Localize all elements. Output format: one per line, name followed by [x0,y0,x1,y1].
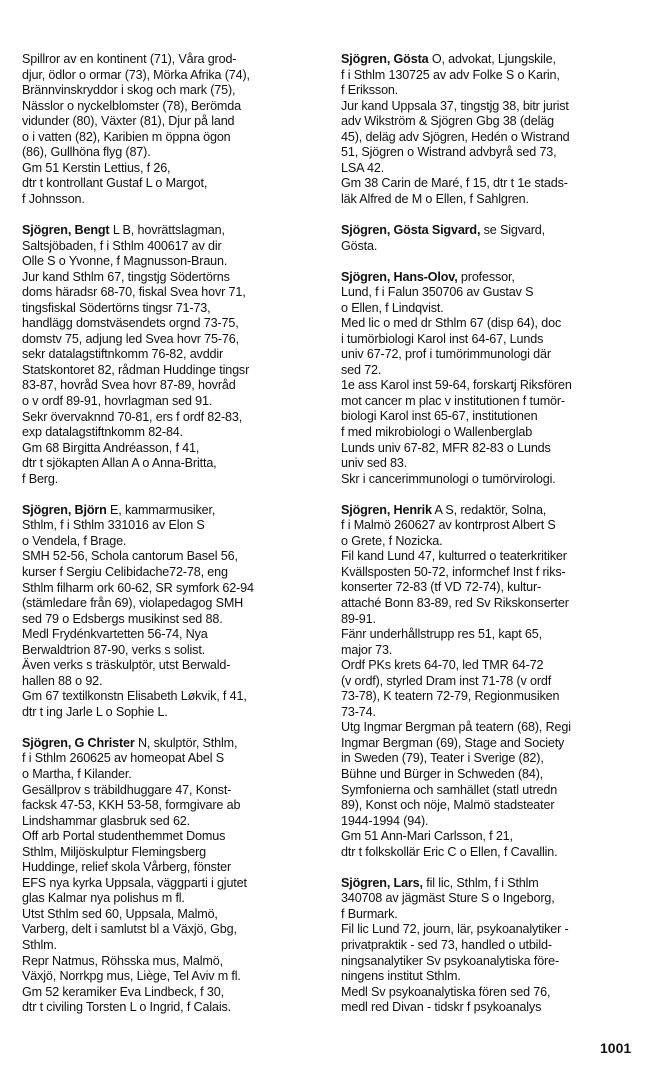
entry-head: A S, redaktör, Solna, [431,502,547,517]
entry-line: ningens institut Sthlm. [341,969,461,984]
entry-name: Sjögren, Gösta Sigvard, [341,222,481,237]
entry-line: 73-78), K teatern 72-79, Regionmusiken [341,689,560,704]
entry-line: Fil lic Lund 72, journ, lär, psykoanalytiker - [341,922,569,937]
entry-line: vidunder (80), Växter (81), Djur på land [22,114,235,129]
entry-line: LSA 42. [341,160,385,175]
entry-line: Lund, f i Falun 350706 av Gustav S [341,285,534,300]
entry-head: N, skulptör, Sthlm, [134,735,238,750]
entry-line: läk Alfred de M o Ellen, f Sahlgren. [341,191,529,206]
entry-line: adv Wikström & Sjögren Gbg 38 (deläg [341,114,554,129]
entry-line: f Johnsson. [22,191,85,206]
entry-line: Med lic o med dr Sthlm 67 (disp 64), doc [341,316,562,331]
entry-name: Sjögren, Bengt [22,222,110,237]
right-column [341,52,641,1031]
entry-line: Kvällsposten 50-72, informchef Inst f riks- [341,564,566,579]
entry-line: Brännvinskryddor i skog och mark (75), [22,83,236,98]
entry-line: Lindshammar glasbruk sed 62. [22,813,191,828]
entry-name: Sjögren, Hans-Olov, [341,269,458,284]
entry-line: dtr t ing Jarle L o Sophie L. [22,704,168,719]
entry-line: djur, ödlor o ormar (73), Mörka Afrika (74), [22,67,250,82]
entry-line: f med mikrobiologi o Wallenberglab [341,425,533,440]
entry-line: (v ordf), styrled Dram inst 71-78 (v ordf [341,673,552,688]
entry-first-line [341,503,641,519]
entry-line: dtr t folkskollär Eric C o Ellen, f Cavallin. [341,844,558,859]
entry-line: Gm 67 textilkonstn Elisabeth Løkvik, f 41, [22,689,247,704]
entry-line: Nässlor o nyckelblomster (78), Berömda [22,98,241,113]
entry-line: Ingmar Bergman (69), Stage and Society [341,735,565,750]
entry-line: Ordf PKs krets 64-70, led TMR 64-72 [341,658,544,673]
entry-head: fil lic, Sthlm, f i Sthlm [422,875,539,890]
entry-line: SMH 52-56, Schola cantorum Basel 56, [22,549,238,564]
entry-name: Sjögren, G Christer [22,735,135,750]
entry-line: hallen 88 o 92. [22,673,103,688]
entry-line: Saltsjöbaden, f i Sthlm 400617 av dir [22,238,222,253]
entry-line: Bühne und Bürger in Schweden (84), [341,767,544,782]
entry-line: sed 72. [341,362,382,377]
entry-name: Sjögren, Björn [22,502,107,517]
entry-line: Skr i cancerimmunologi o tumörvirologi. [341,471,556,486]
entry-line: Varberg, delt i samlutst bl a Växjö, Gbg, [22,922,237,937]
entry-line: attaché Bonn 83-89, red Sv Rikskonserter [341,596,569,610]
entry-line: kurser f Sergiu Celibidache72-78, eng [22,564,228,579]
biography-entry [341,876,641,1016]
entry-line: Växjö, Norrkpg mus, Liège, Tel Aviv m fl. [22,969,241,984]
entry-line: 51, Sjögren o Wistrand advbyrå sed 73, [341,145,557,160]
entry-line: Sekr övervaknnd 70-81, ers f ordf 82-83, [22,409,243,424]
entry-line: ningsanalytiker Sv psykoanalytiska före- [341,953,559,968]
entry-line: Sthlm, Miljöskulptur Flemingsberg [22,844,207,859]
entry-name: Sjögren, Henrik [341,502,432,517]
entry-name: Sjögren, Gösta [341,52,429,66]
entry-line: f Berg. [22,471,59,486]
entry-line: domstv 75, adjung led Svea hovr 75-76, [22,331,239,346]
entry-line: 73-74. [341,704,376,719]
entry-line: mot cancer m plac v institutionen f tumör- [341,393,565,408]
entry-line: Gösta. [341,238,378,253]
entry-line: Utg Ingmar Bergman på teatern (68), Regi [341,720,571,735]
entry-name: Sjögren, Lars, [341,875,423,890]
entry-first-line [341,270,641,286]
entry-line: Symfonierna och samhället (statl utredn [341,782,558,797]
biography-entry [341,270,641,488]
entry-line: Off arb Portal studenthemmet Domus [22,829,226,844]
entry-line: Fil kand Lund 47, kulturred o teaterkritiker [341,549,567,564]
entry-line: (stämledare från 69), violapedagog SMH [22,596,244,611]
entry-line: glas Kalmar nya polishus m fl. [22,891,185,906]
page-number: 1001 [600,1040,632,1056]
entry-line: f i Sthlm 260625 av homeopat Abel S [22,751,224,766]
entry-line: univ sed 83. [341,456,408,471]
entry-line: doms häradsr 68-70, fiskal Svea hovr 71, [22,285,246,300]
entry-line: handlägg domstväsendets orgnd 73-75, [22,316,239,331]
entry-line: o v ordf 89-91, hovrlagman sed 91. [22,393,213,408]
entry-line: Fänr underhållstrupp res 51, kapt 65, [341,627,542,642]
entry-line: Jur kand Sthlm 67, tingstjg Södertörns [22,269,230,284]
entry-line: Berwaldtrion 87-90, verks s solist. [22,642,206,657]
entry-head: professor, [457,269,515,284]
entry-line: o Ellen, f Lindqvist. [341,300,444,315]
entry-first-line [22,736,322,752]
entry-head: se Sigvard, [480,222,546,237]
entry-line: Jur kand Uppsala 37, tingstjg 38, bitr jurist [341,98,569,113]
entry-line: o Grete, f Nozicka. [341,533,443,548]
entry-first-line [22,503,322,519]
biography-entry [341,223,641,254]
entry-line: sekr datalagstiftnkomm 76-82, avddir [22,347,224,362]
biography-entry [341,52,641,207]
entry-line: EFS nya kyrka Uppsala, väggparti i gjutet [22,875,247,890]
entry-line: o i vatten (82), Karibien m öppna ögon [22,129,231,144]
entry-line: Sthlm. [22,938,57,953]
entry-line: f i Malmö 260627 av kontrprost Albert S [341,518,556,533]
entry-head: O, advokat, Ljungskile, [428,52,556,66]
biography-entry [22,223,322,487]
entry-line: dtr t kontrollant Gustaf L o Margot, [22,176,208,191]
entry-line: 89-91. [341,611,376,626]
entry-line: 1e ass Karol inst 59-64, forskartj Riksfören [341,378,572,393]
entry-line: (86), Gullhöna flyg (87). [22,145,151,160]
entry-line: 45), deläg adv Sjögren, Hedén o Wistrand [341,129,570,144]
entry-line: konserter 72-83 (tf VD 72-74), kultur- [341,580,542,595]
entry-line: privatpraktik - sed 73, handled o utbild- [341,937,552,952]
entry-first-line [341,223,641,239]
entry-line: dtr t sjökapten Allan A o Anna-Britta, [22,456,217,471]
entry-line: Gesällprov s träbildhuggare 47, Konst- [22,782,232,797]
entry-line: biologi Karol inst 65-67, institutionen [341,409,538,424]
entry-line: Repr Natmus, Röhsska mus, Malmö, [22,953,223,968]
entry-line: f Eriksson. [341,83,399,98]
entry-line: Medl Frydénkvartetten 56-74, Nya [22,627,208,642]
entry-line: Även verks s träskulptör, utst Berwald- [22,658,231,673]
entry-line: exp datalagstiftnkomm 82-84. [22,425,184,440]
entry-line: Statskontoret 82, rådman Huddinge tingsr [22,362,250,377]
entry-line: 89), Konst och nöje, Malmö stadsteater [341,798,555,813]
entry-line: dtr t civiling Torsten L o Ingrid, f Calais. [22,1000,231,1015]
entry-first-line [22,223,322,239]
entry-line: in Sweden (79), Teater i Sverige (82), [341,751,544,766]
entry-line: Sthlm, f i Sthlm 331016 av Elon S [22,518,205,533]
entry-line: Utst Sthlm sed 60, Uppsala, Malmö, [22,906,218,921]
entry-line: Olle S o Yvonne, f Magnusson-Braun. [22,254,228,269]
entry-line: univ 67-72, prof i tumörimmunologi där [341,347,551,362]
entry-line: facksk 47-53, KKH 53-58, formgivare ab [22,798,241,813]
entry-line: f i Sthlm 130725 av adv Folke S o Karin, [341,67,560,82]
entry-line: 1944-1994 (94). [341,813,429,828]
entry-line: o Martha, f Kilander. [22,767,132,782]
entry-line: Gm 51 Ann-Mari Carlsson, f 21, [341,829,513,844]
entry-first-line [341,52,641,68]
entry-line: tingsfiskal Södertörns tingsr 71-73, [22,300,211,315]
biography-entry [22,736,322,1016]
entry-head: L B, hovrättslagman, [109,222,225,237]
entry-line: f Burmark. [341,906,398,921]
biography-entry [22,52,322,207]
entry-line: sed 79 o Edsbergs musikinst sed 88. [22,611,223,626]
entry-line: major 73. [341,642,393,657]
entry-line: Medl Sv psykoanalytiska fören sed 76, [341,984,551,999]
entry-line: Sthlm filharm ork 60-62, SR symfork 62-94 [22,580,254,595]
entry-head: E, kammarmusiker, [106,502,216,517]
entry-line: Gm 68 Birgitta Andréasson, f 41, [22,440,200,455]
entry-line: 340708 av jägmäst Sture S o Ingeborg, [341,891,555,906]
entry-line: Lunds univ 67-82, MFR 82-83 o Lunds [341,440,551,455]
entry-line: i tumörbiologi Karol inst 64-67, Lunds [341,331,544,346]
entry-line: Huddinge, relief skola Vårberg, fönster [22,860,232,875]
entry-line: 83-87, hovråd Svea hovr 87-89, hovråd [22,378,236,393]
left-column [22,52,322,1031]
entry-line: Gm 38 Carin de Maré, f 15, dtr t 1e stads- [341,176,568,191]
entry-line: medl red Divan - tidskr f psykoanalys [341,1000,542,1015]
entry-line: Gm 52 keramiker Eva Lindbeck, f 30, [22,984,224,999]
biography-entry [22,503,322,721]
biography-entry [341,503,641,861]
entry-line: Gm 51 Kerstin Lettius, f 26, [22,160,171,175]
entry-first-line [341,876,641,892]
entry-line: o Vendela, f Brage. [22,533,127,548]
entry-line: Spillror av en kontinent (71), Våra grod- [22,52,237,66]
